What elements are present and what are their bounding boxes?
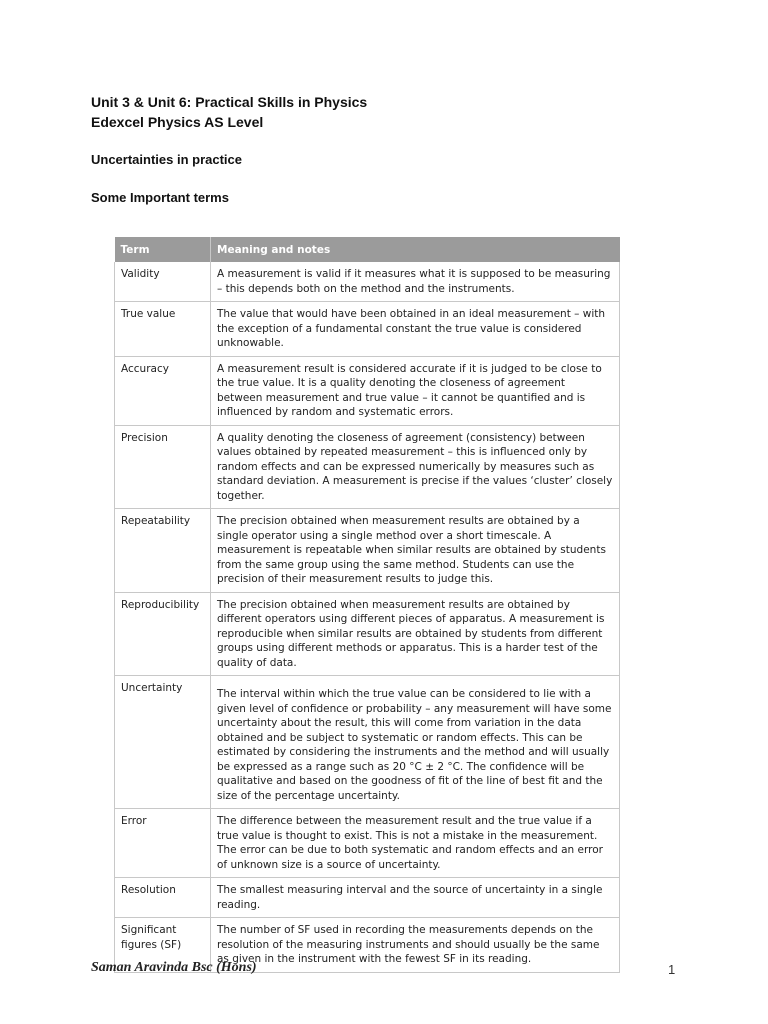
table-header-row — [115, 237, 620, 262]
term-cell: Uncertainty — [115, 676, 211, 809]
meaning-cell: A measurement is valid if it measures what it is supposed to be measuring – this depends both on the method and the instruments. — [211, 262, 620, 302]
terms-table — [114, 237, 620, 973]
term-cell: Precision — [115, 425, 211, 509]
meaning-cell: The difference between the measurement result and the true value if a true value is thought to exist. This is not a mistake in the measurement. The error can be due to both systematic and random effects and an error of unknown size is a source of uncertainty. — [211, 809, 620, 878]
page-number: 1 — [668, 962, 676, 977]
table-row — [115, 302, 620, 357]
term-cell: Error — [115, 809, 211, 878]
section-heading-terms: Some Important terms — [91, 190, 229, 205]
section-heading-uncertainties: Uncertainties in practice — [91, 152, 242, 167]
table-row — [115, 425, 620, 509]
table-row — [115, 592, 620, 676]
table-row — [115, 509, 620, 593]
document-subtitle: Edexcel Physics AS Level — [91, 114, 264, 130]
meaning-cell: The precision obtained when measurement results are obtained by different operators using different pieces of apparatus. A measurement is reproducible when similar results are obtained by students from different groups using different methods or apparatus. This is a harder test of the quality of data. — [211, 592, 620, 676]
meaning-cell: A measurement result is considered accurate if it is judged to be close to the true value. It is a quality denoting the closeness of agreement between measurement and true value – it cannot be quantified and is influenced by random and systematic errors. — [211, 356, 620, 425]
meaning-cell: The value that would have been obtained in an ideal measurement – with the exception of a fundamental constant the true value is considered unknowable. — [211, 302, 620, 357]
footer-author: Saman Aravinda Bsc (Hons) — [91, 960, 257, 975]
column-header-meaning: Meaning and notes — [211, 237, 620, 262]
term-cell: Significant figures (SF) — [115, 918, 211, 973]
column-header-term: Term — [115, 237, 211, 262]
term-cell: Validity — [121, 268, 160, 280]
term-cell: Repeatability — [115, 509, 211, 593]
meaning-cell: A quality denoting the closeness of agreement (consistency) between values obtained by repeated measurement – this is influenced only by random effects and can be expressed numerically by measures such as standard deviation. A measurement is precise if the values ‘cluster’ closely together. — [211, 425, 620, 509]
meaning-cell: The number of SF used in recording the measurements depends on the resolution of the measuring instruments and should usually be the same as given in the instrument with the fewest SF in its reading. — [211, 918, 620, 973]
term-cell: True value — [115, 302, 211, 357]
table-row — [115, 878, 620, 918]
table-row — [115, 356, 620, 425]
document-title: Unit 3 & Unit 6: Practical Skills in Physics — [91, 94, 368, 110]
table-row — [115, 809, 620, 878]
table-row — [115, 676, 620, 809]
table-row — [115, 262, 620, 302]
meaning-cell: The smallest measuring interval and the source of uncertainty in a single reading. — [211, 878, 620, 918]
term-cell: Reproducibility — [115, 592, 211, 676]
meaning-cell: The precision obtained when measurement results are obtained by a single operator using a single method over a short timescale. A measurement is repeatable when similar results are obtained by students from the same group using the same method. Students can use the precision of their measurement results to judge this. — [211, 509, 620, 593]
term-cell: Resolution — [115, 878, 211, 918]
meaning-cell: The interval within which the true value can be considered to lie with a given level of confidence or probability – any measurement will have some uncertainty about the result, this will come from variation in the data obtained and be subject to systematic or random effects. This can be estimated by considering the instruments and the method and will usually be expressed as a range such as 20 °C ± 2 °C. The confidence will be qualitative and based on the goodness of fit of the line of best fit and the size of the percentage uncertainty. — [211, 676, 620, 809]
term-cell: Accuracy — [115, 356, 211, 425]
